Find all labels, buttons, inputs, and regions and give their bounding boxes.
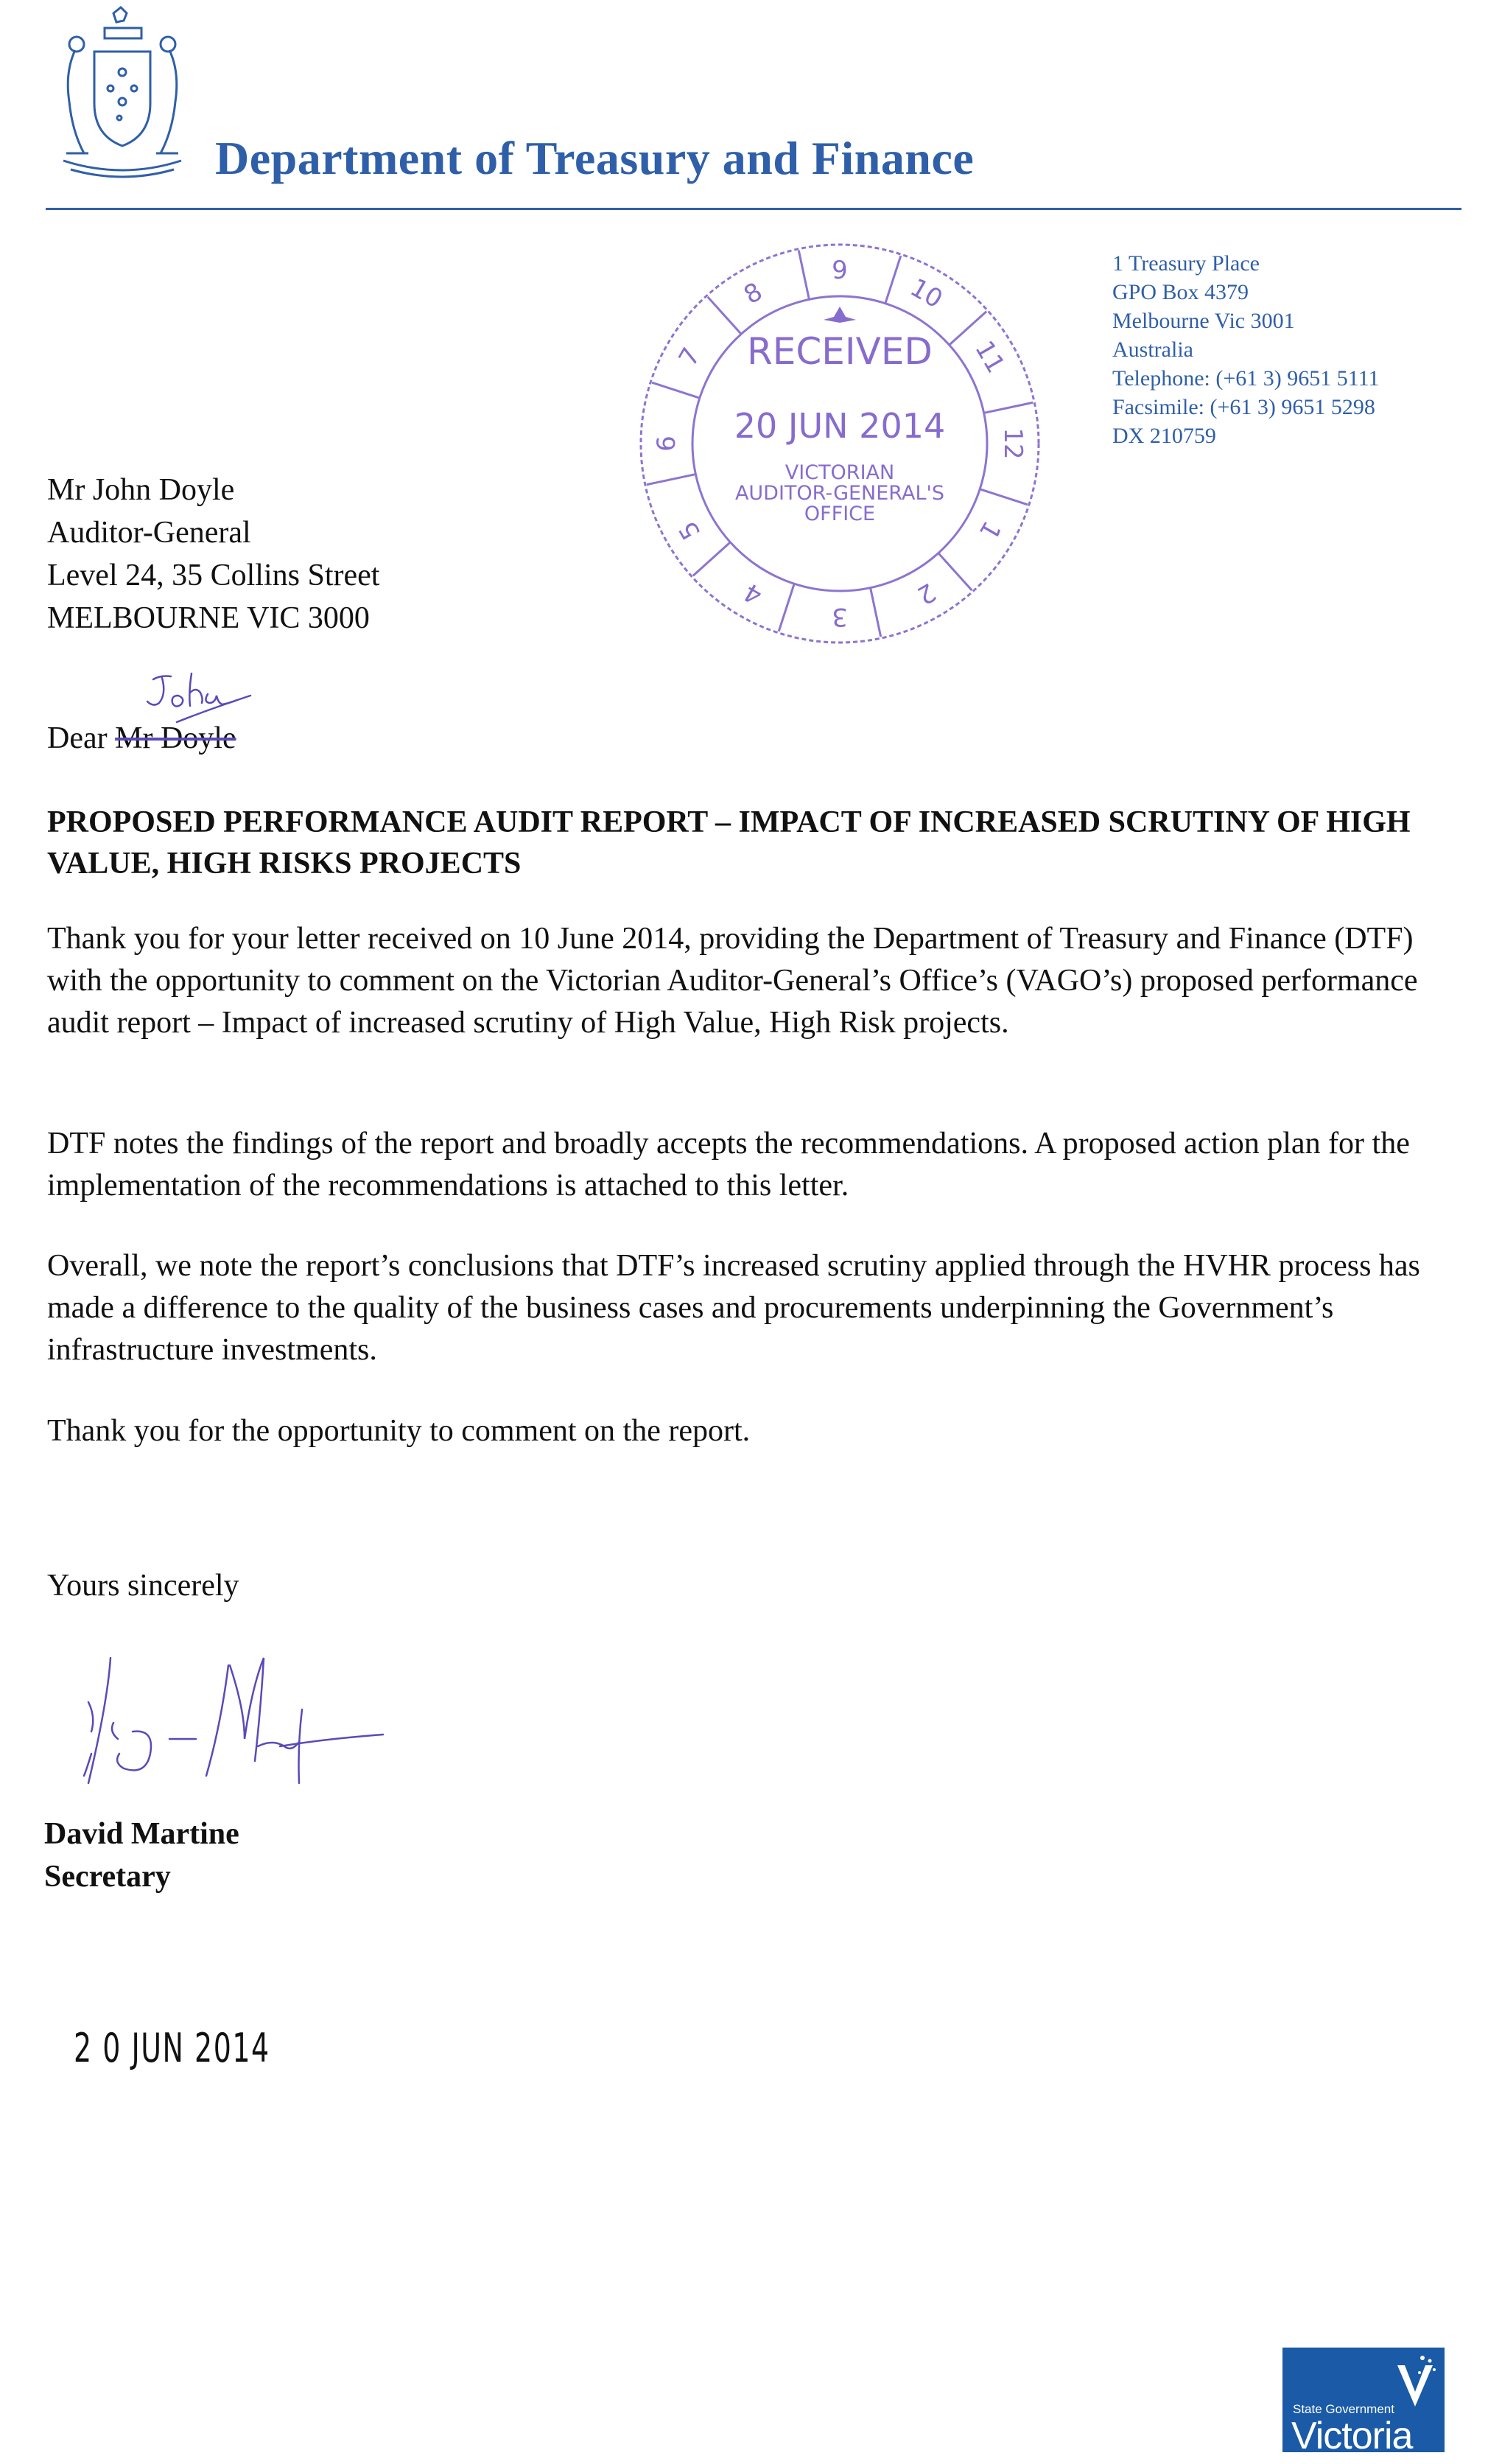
signer-block [44, 1813, 239, 1898]
body-paragraph-3: Overall, we note the report’s conclusions that DTF’s increased scrutiny applied through the HVHR process has made a difference to the quality of the business cases and procurements underpinning the Government’s infrastructure investments. [47, 1249, 1420, 1367]
signer-title: Secretary [44, 1860, 171, 1894]
stamp-org-line: VICTORIAN [785, 461, 895, 484]
stamp-dial-number: 8 [739, 276, 768, 311]
stamp-dial-number: 1 [972, 516, 1007, 545]
stamp-dial-number: 9 [832, 256, 848, 285]
victoria-logo-name: Victoria [1291, 2415, 1413, 2457]
stamp-dial-number: 10 [905, 273, 948, 315]
stamp-dial-number: 6 [652, 435, 681, 452]
received-stamp [626, 230, 1053, 657]
victoria-v-icon [1393, 2353, 1437, 2412]
closing: Yours sincerely [47, 1569, 239, 1603]
address-line: 1 Treasury Place [1112, 251, 1260, 276]
victoria-logo-state: State Government [1293, 2402, 1394, 2416]
body-paragraph-4: Thank you for the opportunity to comment on the report. [47, 1414, 751, 1448]
stamp-dial-tick [708, 297, 742, 335]
stamp-dial-tick [693, 542, 731, 576]
stamp-dial-tick [647, 475, 696, 485]
recipient-line: Mr John Doyle [47, 473, 235, 507]
recipient-line: Auditor-General [47, 516, 251, 550]
stamp-dial-tick [779, 584, 794, 631]
address-line: Melbourne Vic 3001 [1112, 309, 1295, 333]
handwritten-john-annotation [140, 663, 258, 729]
stamp-dial-number: 4 [739, 576, 768, 611]
stamp-dial-number: 12 [998, 427, 1028, 460]
stamp-dial-number: 11 [969, 335, 1011, 379]
stamp-dial-tick [652, 382, 700, 398]
address-line: Australia [1112, 337, 1193, 362]
address-line: GPO Box 4379 [1112, 280, 1249, 304]
stamp-org-line: OFFICE [804, 503, 876, 525]
stamp-dial-number: 7 [673, 343, 707, 371]
stamp-dial-number: 3 [832, 602, 848, 631]
recipient-line: Level 24, 35 Collins Street [47, 559, 380, 592]
letter-subject: PROPOSED PERFORMANCE AUDIT REPORT – IMPACT OF INCREASED SCRUTINY OF HIGH VALUE, HIGH RISKS PROJECTS [47, 805, 1411, 881]
letterhead-divider [46, 208, 1461, 210]
stamp-dial-tick [950, 312, 987, 346]
address-line: Telephone: (+61 3) 9651 5111 [1112, 366, 1380, 391]
department-title: Department of Treasury and Finance [215, 132, 975, 184]
stamp-dial-number: 2 [912, 576, 941, 611]
stamp-title: RECEIVED [747, 330, 933, 373]
stamp-dial-tick [980, 489, 1028, 505]
stamp-dial-tick [799, 251, 809, 300]
stamp-org-line: AUDITOR-GENERAL'S [734, 482, 945, 505]
salutation-struck-name: Mr Doyle [115, 721, 236, 755]
body-paragraph-1: Thank you for your letter received on 10 June 2014, providing the Department of Treasury and Finance (DTF) with the opportunity to comment on the Victorian Auditor-General’s Office’s (VAGO’s) proposed performance audit report – Impact of increased scrutiny of High Value, High Risk projects. [47, 922, 1418, 1040]
stamp-dial-number: 5 [673, 516, 707, 545]
department-address [1112, 249, 1380, 450]
date-stamp: 2 0 JUN 2014 [74, 2025, 270, 2071]
recipient-line: MELBOURNE VIC 3000 [47, 601, 370, 635]
stamp-dial-tick [885, 256, 901, 304]
salutation-dear: Dear [47, 721, 116, 755]
victoria-logo [1282, 2348, 1445, 2457]
coat-of-arms-icon [49, 6, 196, 183]
address-line: Facsimile: (+61 3) 9651 5298 [1112, 395, 1375, 419]
salutation [47, 721, 236, 756]
recipient-address [47, 469, 379, 640]
signer-name: David Martine [44, 1817, 239, 1851]
stamp-dial-tick [871, 588, 881, 637]
body-paragraph-2: DTF notes the findings of the report and broadly accepts the recommendations. A proposed action plan for the implementation of the recommendations is attached to this letter. [47, 1127, 1410, 1203]
stamp-dial-tick [938, 553, 972, 591]
signature [59, 1643, 442, 1820]
stamp-date: 20 JUN 2014 [734, 406, 946, 446]
address-line: DX 210759 [1112, 424, 1216, 448]
stamp-dial-tick [984, 402, 1033, 413]
